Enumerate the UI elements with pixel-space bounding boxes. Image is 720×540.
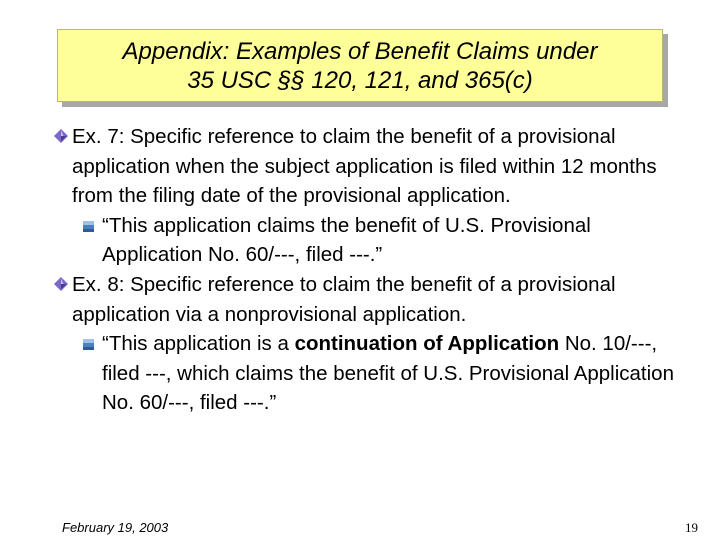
sub-bullet-item-ex7-quote — [54, 211, 694, 270]
title-line-1: Appendix: Examples of Benefit Claims under — [122, 38, 598, 65]
sub-bullet-text-bold: continuation of Application — [294, 332, 560, 356]
square-bullet-icon — [83, 339, 94, 350]
diamond-bullet-icon — [54, 129, 68, 143]
page-number: 19 — [685, 520, 698, 535]
slide-body — [54, 122, 694, 418]
title-line-2: 35 USC §§ 120, 121, and 365(c) — [187, 67, 533, 94]
slide-title — [57, 29, 663, 102]
bullet-item-ex7 — [54, 122, 694, 211]
square-bullet-icon — [83, 221, 94, 232]
diamond-bullet-icon — [54, 277, 68, 291]
bullet-item-ex8 — [54, 270, 694, 329]
sub-bullet-item-ex8-quote — [54, 329, 694, 418]
sub-bullet-text — [102, 332, 674, 414]
footer-date: February 19, 2003 — [62, 520, 169, 535]
sub-bullet-text: “This application claims the benefit of U.S. Provisional Application No. 60/---, filed ---.” — [102, 213, 591, 267]
bullet-text: Ex. 8: Specific reference to claim the benefit of a provisional application via a nonprovisional application. — [72, 272, 616, 326]
sub-bullet-text-before: “This application is a — [102, 332, 295, 356]
bullet-text: Ex. 7: Specific reference to claim the benefit of a provisional application when the subject application is filed within 12 months from the filing date of the provisional application. — [72, 125, 657, 208]
sub-bullet-text-after: No. 10/---, filed ---, which claims the benefit of U.S. Provisional Application No. 60/---, filed ---.” — [102, 332, 674, 415]
